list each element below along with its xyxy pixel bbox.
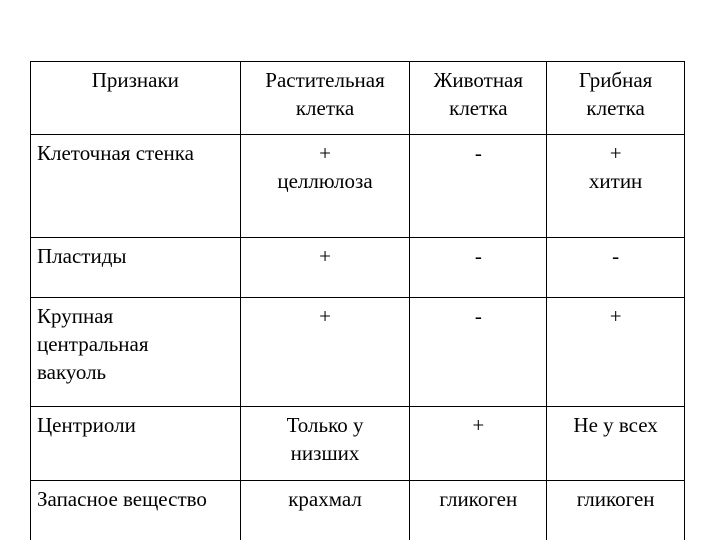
plant-value: + xyxy=(240,298,410,407)
row-label: Клеточная стенка xyxy=(31,135,241,238)
row-label: Запасное вещество xyxy=(31,481,241,540)
header-plant-cell: Растительная клетка xyxy=(240,62,410,135)
table-row-centrioles xyxy=(31,407,685,481)
plant-value: Только у низших xyxy=(240,407,410,481)
header-fungus-cell: Грибная клетка xyxy=(547,62,685,135)
table-row-storage xyxy=(31,481,685,540)
fungus-value: Не у всех xyxy=(547,407,685,481)
fungus-value: гликоген xyxy=(547,481,685,540)
animal-value: - xyxy=(410,298,547,407)
fungus-value: - xyxy=(547,238,685,298)
cell-comparison-table xyxy=(30,61,685,540)
row-label: Крупная центральная вакуоль xyxy=(31,298,241,407)
animal-value: - xyxy=(410,135,547,238)
row-label: Пластиды xyxy=(31,238,241,298)
row-label: Центриоли xyxy=(31,407,241,481)
fungus-value: + хитин xyxy=(547,135,685,238)
header-row xyxy=(31,62,685,135)
plant-value: + целлюлоза xyxy=(240,135,410,238)
table-row-cell-wall xyxy=(31,135,685,238)
animal-value: + xyxy=(410,407,547,481)
table-row-vacuole xyxy=(31,298,685,407)
plant-value: + xyxy=(240,238,410,298)
header-features: Признаки xyxy=(31,62,241,135)
animal-value: гликоген xyxy=(410,481,547,540)
plant-value: крахмал xyxy=(240,481,410,540)
fungus-value: + xyxy=(547,298,685,407)
header-animal-cell: Животная клетка xyxy=(410,62,547,135)
animal-value: - xyxy=(410,238,547,298)
table-row-plastids xyxy=(31,238,685,298)
